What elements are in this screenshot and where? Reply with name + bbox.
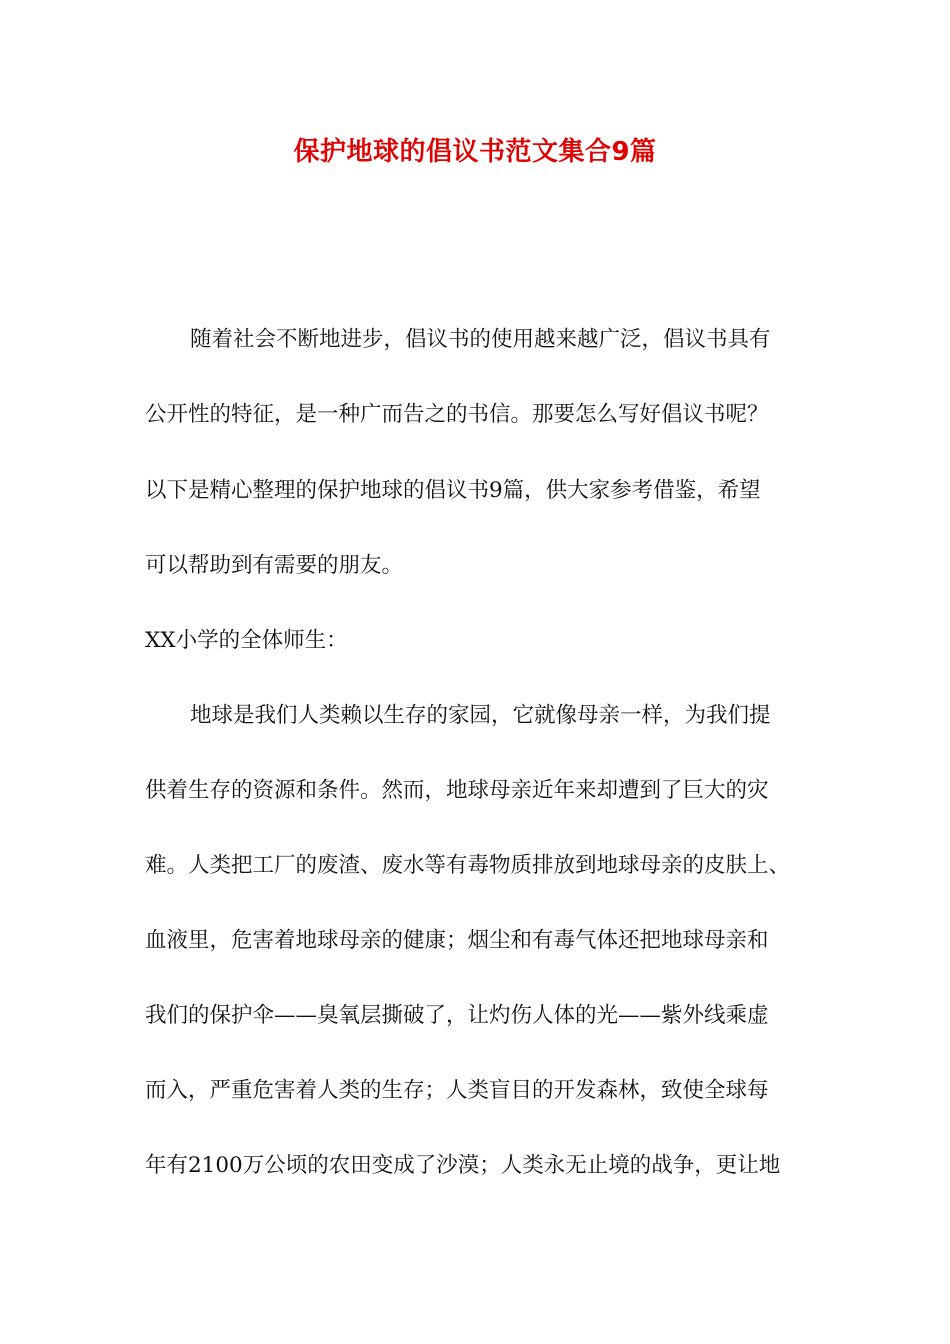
paragraph-line: 血液里，危害着地球母亲的健康；烟尘和有毒气体还把地球母亲和 <box>145 928 769 953</box>
paragraph-line: 地球是我们人类赖以生存的家园，它就像母亲一样，为我们提 <box>190 703 771 728</box>
paragraph-line: 而入，严重危害着人类的生存；人类盲目的开发森林，致使全球每 <box>145 1078 769 1103</box>
paragraph-line: 供着生存的资源和条件。然而，地球母亲近年来却遭到了巨大的灾 <box>145 778 769 803</box>
document-title: 保护地球的倡议书范文集合9篇 <box>293 137 657 167</box>
paragraph-line: 公开性的特征，是一种广而告之的书信。那要怎么写好倡议书呢？ <box>145 402 769 427</box>
paragraph-line: 随着社会不断地进步，倡议书的使用越来越广泛，倡议书具有 <box>190 327 771 352</box>
paragraph-line: 可以帮助到有需要的朋友。 <box>145 553 404 578</box>
paragraph-line: 难。人类把工厂的废渣、废水等有毒物质排放到地球母亲的皮肤上、 <box>145 853 791 878</box>
paragraph-line: 我们的保护伞——臭氧层撕破了，让灼伤人体的光——紫外线乘虚 <box>145 1003 769 1028</box>
salutation-line: XX小学的全体师生： <box>145 628 348 653</box>
paragraph-line: 年有2100万公顷的农田变成了沙漠；人类永无止境的战争，更让地 <box>145 1153 781 1178</box>
paragraph-line: 以下是精心整理的保护地球的倡议书9篇，供大家参考借鉴，希望 <box>145 478 761 503</box>
